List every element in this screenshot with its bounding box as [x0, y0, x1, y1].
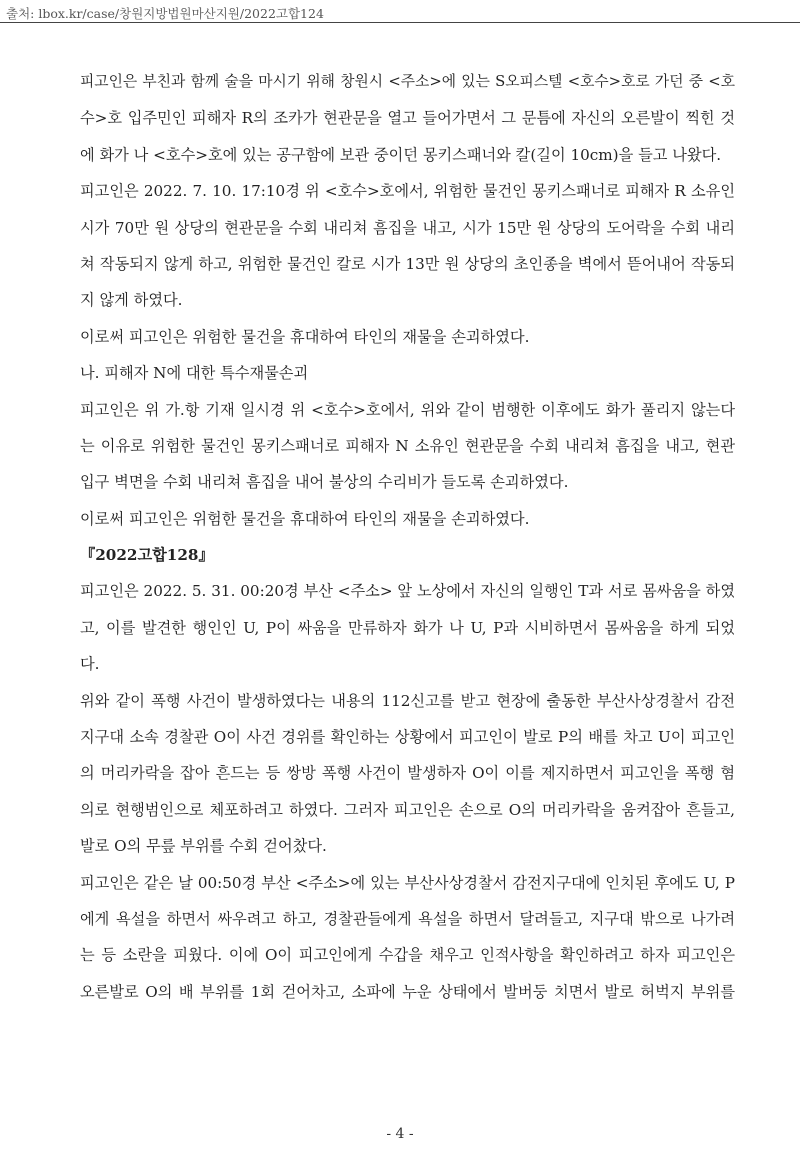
text-line: 위와 같이 폭행 사건이 발생하였다는 내용의 112신고를 받고 현장에 출동한 부산사상경찰서 감전	[80, 691, 735, 710]
section-heading: 『2022고합128』	[80, 546, 214, 565]
text-line: 피고인은 위 가.항 기재 일시경 위 <호수>호에서, 위와 같이 범행한 이후에도 화가 풀리지 않는다	[80, 400, 735, 419]
text-line: 피고인은 2022. 7. 10. 17:10경 위 <호수>호에서, 위험한 물건인 몽키스패너로 피해자 R 소유인	[80, 182, 735, 201]
text-line: 의로 현행범인으로 체포하려고 하였다. 그러자 피고인은 손으로 O의 머리카락을 움켜잡아 흔들고,	[80, 800, 735, 819]
text-line: 수>호 입주민인 피해자 R의 조카가 현관문을 열고 들어가면서 그 문틈에 자신의 오른발이 찍힌 것	[80, 109, 735, 128]
text-line: 피고인은 같은 날 00:50경 부산 <주소>에 있는 부산사상경찰서 감전지구대에 인치된 후에도 U, P	[80, 873, 735, 892]
text-line: 오른발로 O의 배 부위를 1회 걷어차고, 소파에 누운 상태에서 발버둥 치면서 발로 허벅지 부위를	[80, 982, 735, 1001]
text-line: 입구 벽면을 수회 내리쳐 흠집을 내어 불상의 수리비가 들도록 손괴하였다.	[80, 473, 569, 492]
text-line: 이로써 피고인은 위험한 물건을 휴대하여 타인의 재물을 손괴하였다.	[80, 509, 530, 528]
text-line: 고, 이를 발견한 행인인 U, P이 싸움을 만류하자 화가 나 U, P과 시비하면서 몸싸움을 하게 되었	[80, 618, 735, 637]
document-body	[80, 64, 735, 1010]
text-line: 의 머리카락을 잡아 흔드는 등 쌍방 폭행 사건이 발생하자 O이 이를 제지하면서 피고인을 폭행 혐	[80, 764, 735, 783]
text-line: 나. 피해자 N에 대한 특수재물손괴	[80, 364, 309, 383]
text-line: 피고인은 2022. 5. 31. 00:20경 부산 <주소> 앞 노상에서 자신의 일행인 T과 서로 몸싸움을 하였	[80, 582, 735, 601]
text-line: 쳐 작동되지 않게 하고, 위험한 물건인 칼로 시가 13만 원 상당의 초인종을 벽에서 뜯어내어 작동되	[80, 254, 735, 273]
text-line: 에 화가 나 <호수>호에 있는 공구함에 보관 중이던 몽키스패너와 칼(길이 10cm)을 들고 나왔다.	[80, 145, 722, 164]
page-number: - 4 -	[386, 1126, 414, 1142]
text-line: 피고인은 부친과 함께 술을 마시기 위해 창원시 <주소>에 있는 S오피스텔 <호수>호로 가던 중 <호	[80, 73, 735, 90]
text-line: 는 등 소란을 피웠다. 이에 O이 피고인에게 수갑을 채우고 인적사항을 확인하려고 하자 피고인은	[80, 946, 735, 965]
text-line: 발로 O의 무릎 부위를 수회 걷어찼다.	[80, 837, 327, 856]
source-url: 출처: lbox.kr/case/창원지방법원마산지원/2022고합124	[6, 6, 324, 21]
text-line: 에게 욕설을 하면서 싸우려고 하고, 경찰관들에게 욕설을 하면서 달려들고, 지구대 밖으로 나가려	[80, 909, 735, 928]
text-line: 시가 70만 원 상당의 현관문을 수회 내리쳐 흠집을 내고, 시가 15만 원 상당의 도어락을 수회 내리	[80, 218, 735, 237]
text-line: 다.	[80, 655, 100, 674]
text-line: 이로써 피고인은 위험한 물건을 휴대하여 타인의 재물을 손괴하였다.	[80, 327, 530, 346]
text-line: 지구대 소속 경찰관 O이 사건 경위를 확인하는 상황에서 피고인이 발로 P의 배를 차고 U이 피고인	[80, 728, 735, 747]
text-line: 지 않게 하였다.	[80, 291, 183, 310]
header-divider	[0, 22, 800, 23]
text-line: 는 이유로 위험한 물건인 몽키스패너로 피해자 N 소유인 현관문을 수회 내리쳐 흠집을 내고, 현관	[80, 436, 735, 455]
